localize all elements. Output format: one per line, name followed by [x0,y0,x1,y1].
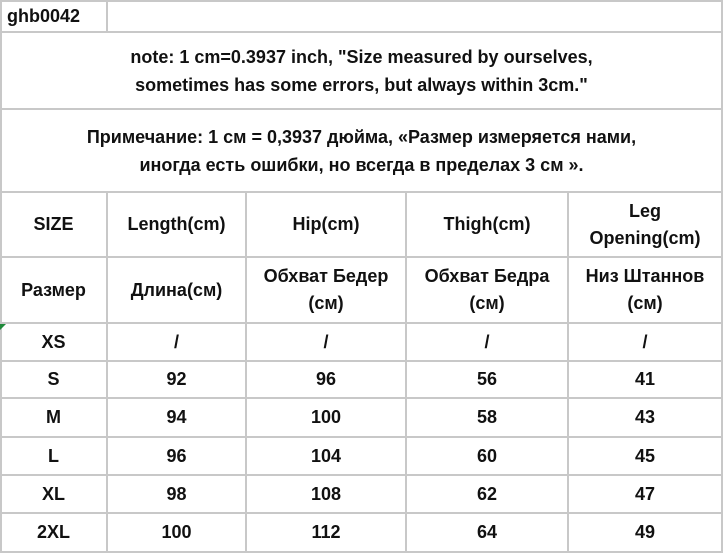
header-hip-ru [246,257,406,323]
row-leg-opening: / [642,331,648,352]
note-english [0,32,723,109]
row-size: L [48,445,59,466]
row-leg-opening: 47 [634,483,656,504]
row-thigh: 60 [476,445,498,466]
row-length: 100 [161,522,192,542]
row-length: 94 [166,407,187,427]
row-size: XL [41,483,65,504]
header-hip-ru-line-2: (см) [308,293,344,313]
row-length: 98 [166,483,187,504]
header-thigh-ru [406,257,568,323]
header-thigh-ru-line-1: Обхват Бедра [424,266,550,286]
row-length: 96 [166,445,187,466]
row-leg-opening: 41 [634,369,656,389]
row-leg-opening: 45 [634,445,656,466]
row-leg-opening: 43 [634,407,656,427]
row-size: S [47,369,60,389]
header-leg-opening-ru [568,257,722,323]
row-hip: / [323,331,329,352]
header-length-ru: Длина(см) [130,279,223,300]
header-size: SIZE [33,214,74,234]
header-leg-opening-line-1: Leg [628,200,661,221]
header-leg-opening-ru-line-2: (см) [627,293,663,313]
row-leg-opening: 49 [634,522,656,542]
note-russian [0,109,723,192]
header-thigh: Thigh(cm) [443,214,531,234]
row-hip: 104 [310,445,342,466]
row-thigh: 62 [476,483,498,504]
grid-line [106,0,108,33]
row-hip: 96 [315,369,337,389]
grid-line [0,0,723,2]
row-thigh: 56 [476,369,498,389]
header-hip-ru-line-1: Обхват Бедер [263,266,389,286]
header-leg-opening [568,192,722,257]
row-hip: 100 [310,407,342,427]
row-thigh: 64 [476,522,498,542]
row-hip: 108 [310,483,342,504]
row-hip: 112 [311,522,341,542]
header-hip: Hip(cm) [292,214,360,234]
header-size-ru: Размер [21,279,86,300]
row-length: / [173,331,179,352]
row-size: M [46,407,61,427]
note-english-line-1: note: 1 cm=0.3937 inch, "Size measured by ourselves, [130,46,593,67]
row-thigh: 58 [476,407,498,427]
note-russian-line-1: Примечание: 1 см = 0,3937 дюйма, «Размер измеряется нами, [86,126,637,147]
row-size: XS [41,331,66,352]
note-russian-line-2: иногда есть ошибки, но всегда в пределах 3 см ». [139,154,584,175]
header-leg-opening-line-2: Opening(cm) [589,227,701,248]
row-size: 2XL [36,522,70,542]
product-code: ghb0042 [7,5,81,26]
note-english-line-2: sometimes has some errors, but always within 3cm." [135,74,588,95]
header-length: Length(cm) [127,214,226,234]
header-leg-opening-ru-line-1: Низ Штаннов [585,266,705,286]
row-thigh: / [484,331,490,352]
row-length: 92 [166,369,187,389]
header-thigh-ru-line-2: (см) [469,293,505,313]
